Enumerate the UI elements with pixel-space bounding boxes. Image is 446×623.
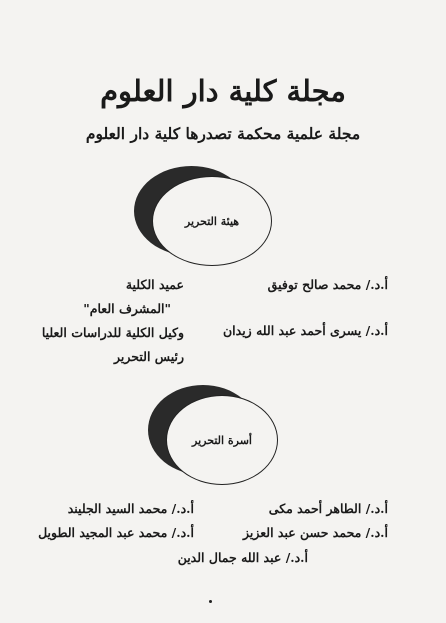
board-member-role: "المشرف العام" [83, 301, 171, 316]
board-member-name: أ.د./ محمد صالح توفيق [267, 277, 388, 292]
board-member-role: عميد الكلية [125, 277, 184, 292]
editorial-board-label: هيئة التحرير [184, 214, 240, 228]
family-member-name: أ.د./ عبد الله جمال الدين [177, 550, 308, 565]
emblem-oval [166, 395, 278, 485]
journal-subtitle: مجلة علمية محكمة تصدرها كلية دار العلوم [85, 124, 361, 143]
family-member-name: أ.د./ الطاهر أحمد مكى [268, 501, 388, 516]
journal-title: مجلة كلية دار العلوم [100, 74, 346, 108]
page-dot [209, 600, 212, 603]
editorial-family-emblem [144, 385, 284, 485]
editorial-board-emblem [134, 166, 284, 266]
emblem-oval [152, 176, 272, 266]
board-member-name: أ.د./ يسرى أحمد عبد الله زيدان [222, 323, 388, 338]
family-member-name: أ.د./ محمد حسن عبد العزيز [242, 525, 388, 540]
editorial-family-label: أسرة التحرير [192, 433, 252, 447]
board-member-role: رئيس التحرير [114, 349, 184, 364]
family-member-name: أ.د./ محمد السيد الجليند [67, 501, 194, 516]
board-member-role: وكيل الكلية للدراسات العليا [41, 325, 184, 340]
family-member-name: أ.د./ محمد عبد المجيد الطويل [38, 525, 194, 540]
